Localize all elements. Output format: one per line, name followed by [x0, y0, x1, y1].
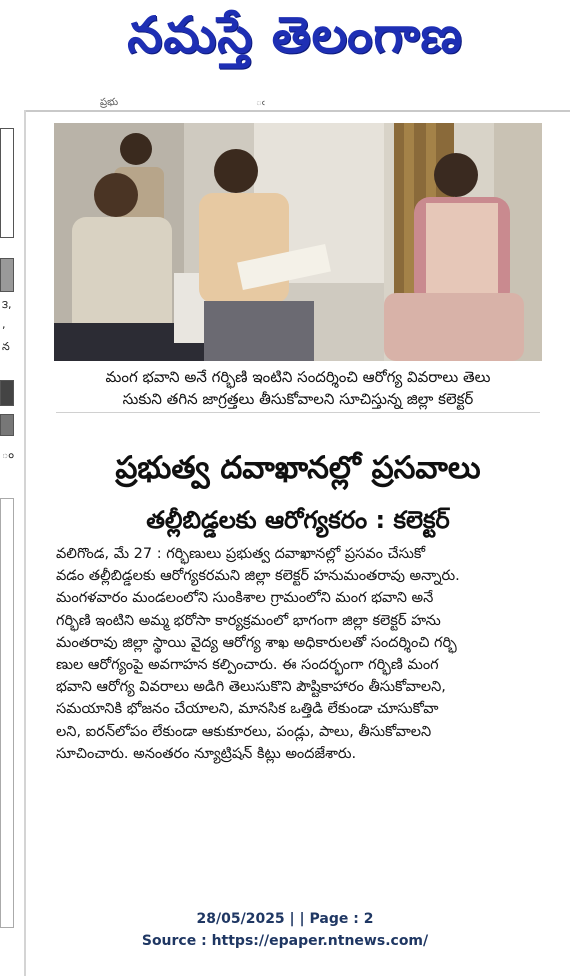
- body-line: సూచించారు. అనంతరం న్యూట్రిషన్ కిట్లు అందజేశారు.: [56, 745, 357, 762]
- caption-divider: [56, 412, 540, 413]
- date-page-line: 28/05/2025 | | Page : 2: [196, 911, 374, 927]
- body-line: వడం తల్లీబిడ్డలకు ఆరోగ్యకరమని జిల్లా కలెక్టర్ హనుమంతరావు అన్నారు.: [56, 568, 460, 585]
- article-body: [56, 543, 548, 765]
- photo-caption: [56, 366, 540, 410]
- source-link[interactable]: Source : https://epaper.ntnews.com/: [141, 933, 429, 949]
- body-line: మంగళవారం మండలంలోని సుంకిశాల గ్రామంలోని మంగ భవాని అనే: [56, 590, 434, 607]
- cropped-photo-edge: [0, 414, 14, 436]
- body-line: ణుల ఆరోగ్యంపై అవగాహన కల్పించారు. ఈ సందర్భంగా గర్భిణి మంగ: [56, 656, 439, 673]
- body-line: వలిగొండ, మే 27 : గర్భిణులు ప్రభుత్వ దవాఖానల్లో ప్రసవం చేసుకో: [56, 546, 426, 562]
- cropped-text-fragment: ం: [2, 448, 14, 461]
- body-line: లని, ఐరన్‌లోపం లేకుండా ఆకుకూరలు, పండ్లు, పాలు, తీసుకోవాలని: [56, 723, 432, 740]
- cropped-text-fragment: ౩,: [2, 298, 12, 311]
- cropped-text-fragment: ఁ: [256, 97, 265, 108]
- cropped-text-fragment: ,: [2, 318, 6, 331]
- newspaper-logo: నమస్తే తెలంగాణ: [127, 5, 463, 64]
- article-photo: [54, 123, 542, 361]
- cropped-photo-edge: [0, 128, 14, 238]
- cropped-text-fragment: ప్రభు: [100, 97, 119, 108]
- cropped-top-strip: [26, 96, 570, 110]
- caption-line: సుకుని తగిన జాగ్రత్తలు తీసుకోవాలని సూచిస్తున్న జిల్లా కలెక్టర్: [122, 390, 474, 408]
- cropped-text-fragment: న: [2, 340, 10, 353]
- left-divider: [24, 110, 26, 976]
- cropped-column-edge: [0, 498, 14, 928]
- cropped-photo-edge: [0, 258, 14, 292]
- article-headline: ప్రభుత్వ దవాఖానల్లో ప్రసవాలు: [115, 450, 481, 486]
- top-divider: [26, 110, 570, 112]
- masthead: [60, 4, 530, 78]
- cropped-photo-edge: [0, 380, 14, 406]
- body-line: గర్భిణి ఇంటిని అమ్మ భరోసా కార్యక్రమంలో భాగంగా జిల్లా కలెక్టర్ హను: [56, 612, 441, 629]
- body-line: మంతరావు జిల్లా స్థాయి వైద్య ఆరోగ్య శాఖ అధికారులతో సందర్శించి గర్భి: [56, 634, 457, 651]
- cropped-left-column: [0, 118, 20, 838]
- body-line: సమయానికి భోజనం చేయాలని, మానసిక ఒత్తిడి లేకుండా చూసుకోవా: [56, 701, 439, 718]
- body-line: భవాని ఆరోగ్య వివరాలు అడిగి తెలుసుకొని పౌష్టికాహారం తీసుకోవాలని,: [56, 679, 446, 696]
- caption-line: మంగ భవాని అనే గర్భిణి ఇంటిని సందర్శించి ఆరోగ్య వివరాలు తెలు: [105, 368, 491, 386]
- article-subheadline: తల్లీబిడ్డలకు ఆరోగ్యకరం : కలెక్టర్: [146, 506, 450, 534]
- page-footer: [0, 908, 570, 952]
